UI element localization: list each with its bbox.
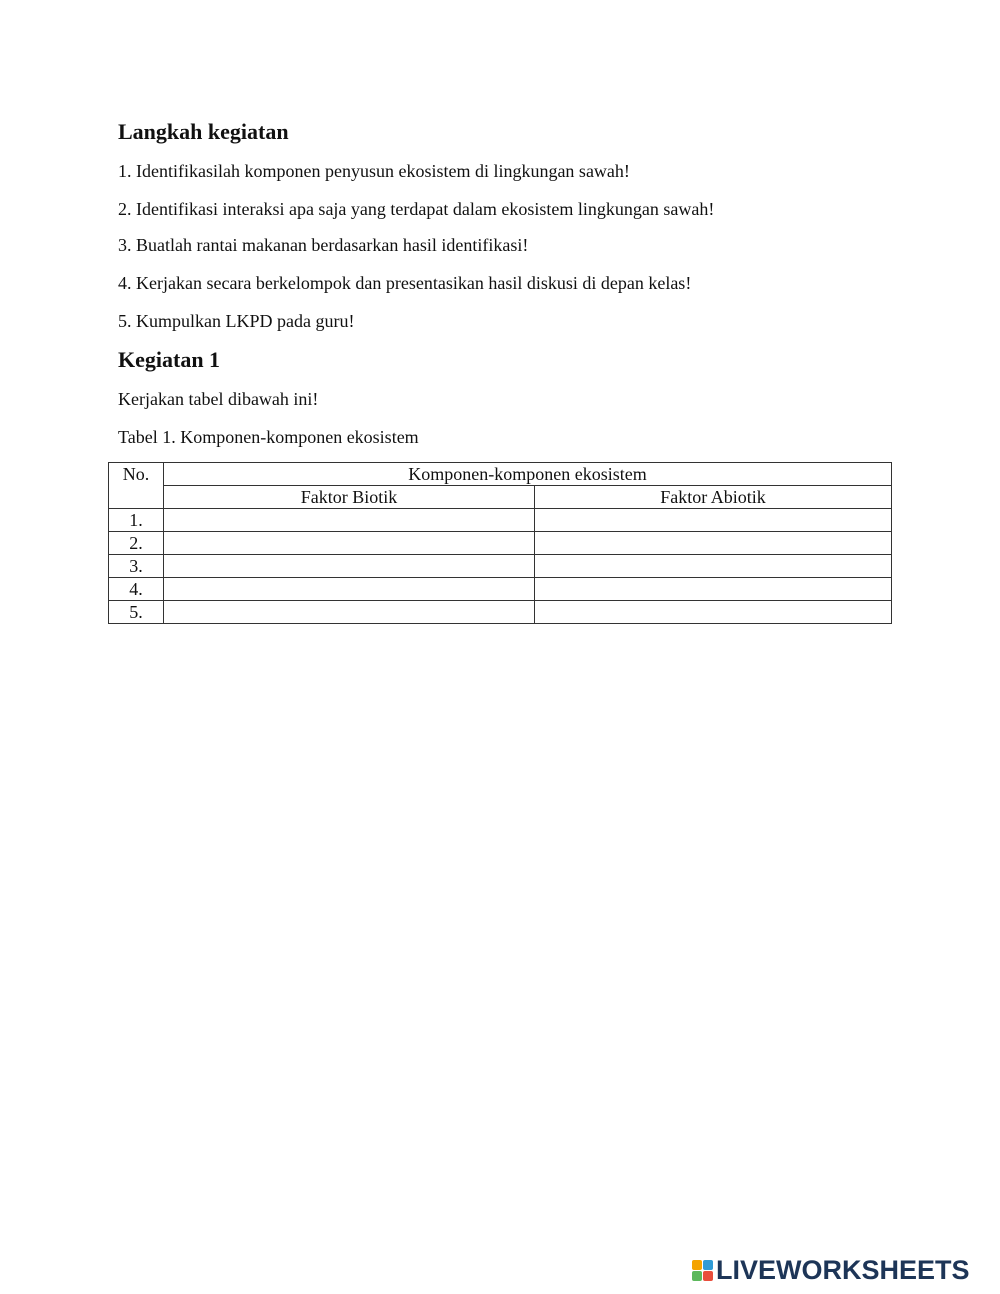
table-header-row — [109, 463, 892, 486]
abiotik-answer-cell[interactable] — [535, 555, 892, 578]
step-1: 1. Identifikasilah komponen penyusun ekosistem di lingkungan sawah! — [118, 161, 630, 181]
logo-square-3 — [692, 1271, 702, 1281]
row-number: 3. — [109, 555, 164, 578]
step-2: 2. Identifikasi interaksi apa saja yang terdapat dalam ekosistem lingkungan sawah! — [118, 199, 715, 219]
row-number: 5. — [109, 601, 164, 624]
header-abiotik: Faktor Abiotik — [535, 486, 892, 509]
abiotik-answer-cell[interactable] — [535, 601, 892, 624]
logo-square-1 — [692, 1260, 702, 1270]
header-no: No. — [109, 463, 164, 509]
table-caption: Tabel 1. Komponen-komponen ekosistem — [118, 427, 419, 447]
row-number: 1. — [109, 509, 164, 532]
logo-square-4 — [703, 1271, 713, 1281]
table-row — [109, 578, 892, 601]
abiotik-answer-cell[interactable] — [535, 509, 892, 532]
biotik-answer-cell[interactable] — [164, 509, 535, 532]
section-title-kegiatan: Kegiatan 1 — [118, 347, 221, 372]
logo-text: LIVEWORKSHEETS — [716, 1255, 970, 1285]
table-row — [109, 555, 892, 578]
instruction-text: Kerjakan tabel dibawah ini! — [118, 389, 319, 409]
row-number: 4. — [109, 578, 164, 601]
biotik-answer-cell[interactable] — [164, 601, 535, 624]
abiotik-answer-cell[interactable] — [535, 532, 892, 555]
components-table — [108, 462, 892, 624]
abiotik-answer-cell[interactable] — [535, 578, 892, 601]
header-components: Komponen-komponen ekosistem — [164, 463, 892, 486]
biotik-answer-cell[interactable] — [164, 555, 535, 578]
section-title-langkah: Langkah kegiatan — [118, 119, 289, 144]
step-3: 3. Buatlah rantai makanan berdasarkan hasil identifikasi! — [118, 235, 529, 255]
header-biotik: Faktor Biotik — [164, 486, 535, 509]
liveworksheets-logo — [692, 1256, 970, 1284]
table-subheader-row — [109, 486, 892, 509]
step-4: 4. Kerjakan secara berkelompok dan presentasikan hasil diskusi di depan kelas! — [118, 273, 692, 293]
biotik-answer-cell[interactable] — [164, 532, 535, 555]
table-row — [109, 532, 892, 555]
table-row — [109, 509, 892, 532]
step-5: 5. Kumpulkan LKPD pada guru! — [118, 311, 355, 331]
liveworksheets-logo-icon — [692, 1260, 713, 1281]
row-number: 2. — [109, 532, 164, 555]
logo-square-2 — [703, 1260, 713, 1270]
biotik-answer-cell[interactable] — [164, 578, 535, 601]
table-row — [109, 601, 892, 624]
